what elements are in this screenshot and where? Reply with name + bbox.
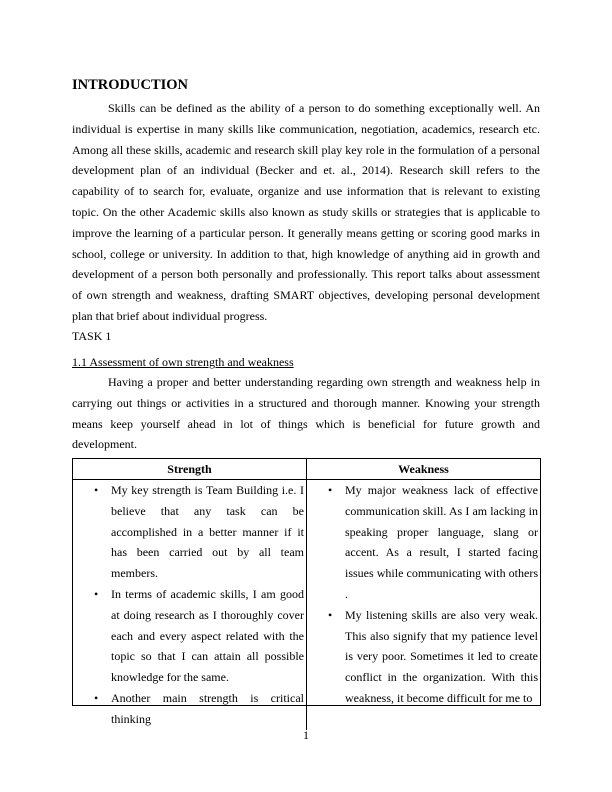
strength-cell	[73, 480, 307, 730]
weakness-item: • My listening skills are also very weak. This also signify that my patience level is very poor. Sometimes it led to create conflict in the organization. With this weakness, it become difficult for me to	[345, 605, 538, 709]
weakness-item: • My major weakness lack of effective communication skill. As I am lacking in speaking proper language, slang or accent. As a result, I started facing issues while communicating with others .	[345, 480, 538, 605]
task-label: TASK 1	[72, 329, 112, 343]
page-number: 1	[303, 728, 309, 742]
strength-weakness-table	[73, 459, 540, 730]
weakness-list	[307, 480, 538, 709]
intro-paragraph-text: Skills can be defined as the ability of a person to do something exceptionally well. An individual is expertise in many skills like communication, negotiation, academics, research etc. Among all these skills, academic and research skill play key role in the formulation of a personal development plan of an individual (Becker and et. al., 2014). Research skill refers to the capability of to search for, evaluate, organize and use information that is relevant to existing topic. On the other Academic skills also known as study skills or strategies that is applicable to improve the learning of a particular person. It generally means getting or scoring good marks in school, college or university. In addition to that, high knowledge of anything aid in growth and development of a person both personally and professionally. This report talks about assessment of own strength and weakness, drafting SMART objectives, developing personal development plan that brief about individual progress.	[72, 101, 540, 323]
strength-header: Strength	[73, 459, 307, 480]
strength-item: • In terms of academic skills, I am good at doing research as I thoroughly cover each and every aspect related with the topic so that I can attain all possible knowledge for the same.	[111, 584, 304, 688]
strength-item: • My key strength is Team Building i.e. I believe that any task can be accomplished in a better manner if it has been carried out by all team members.	[111, 480, 304, 584]
table-row	[73, 480, 540, 730]
table-header-row	[73, 459, 540, 480]
intro-paragraph	[72, 98, 540, 327]
section-paragraph-text: Having a proper and better understanding regarding own strength and weakness help in carrying out things or activities in a structured and thorough manner. Knowing your strength means keep yourself ahead in lot of things which is beneficial for future growth and development.	[72, 375, 540, 452]
weakness-cell	[307, 480, 541, 730]
weakness-header: Weakness	[307, 459, 541, 480]
section-title: 1.1 Assessment of own strength and weakness	[72, 355, 294, 369]
strength-weakness-table-container	[72, 458, 541, 726]
strength-item: • Another main strength is critical thinking	[111, 688, 304, 730]
section-paragraph	[72, 372, 540, 455]
strength-list	[73, 480, 304, 730]
page-heading: INTRODUCTION	[72, 77, 189, 93]
